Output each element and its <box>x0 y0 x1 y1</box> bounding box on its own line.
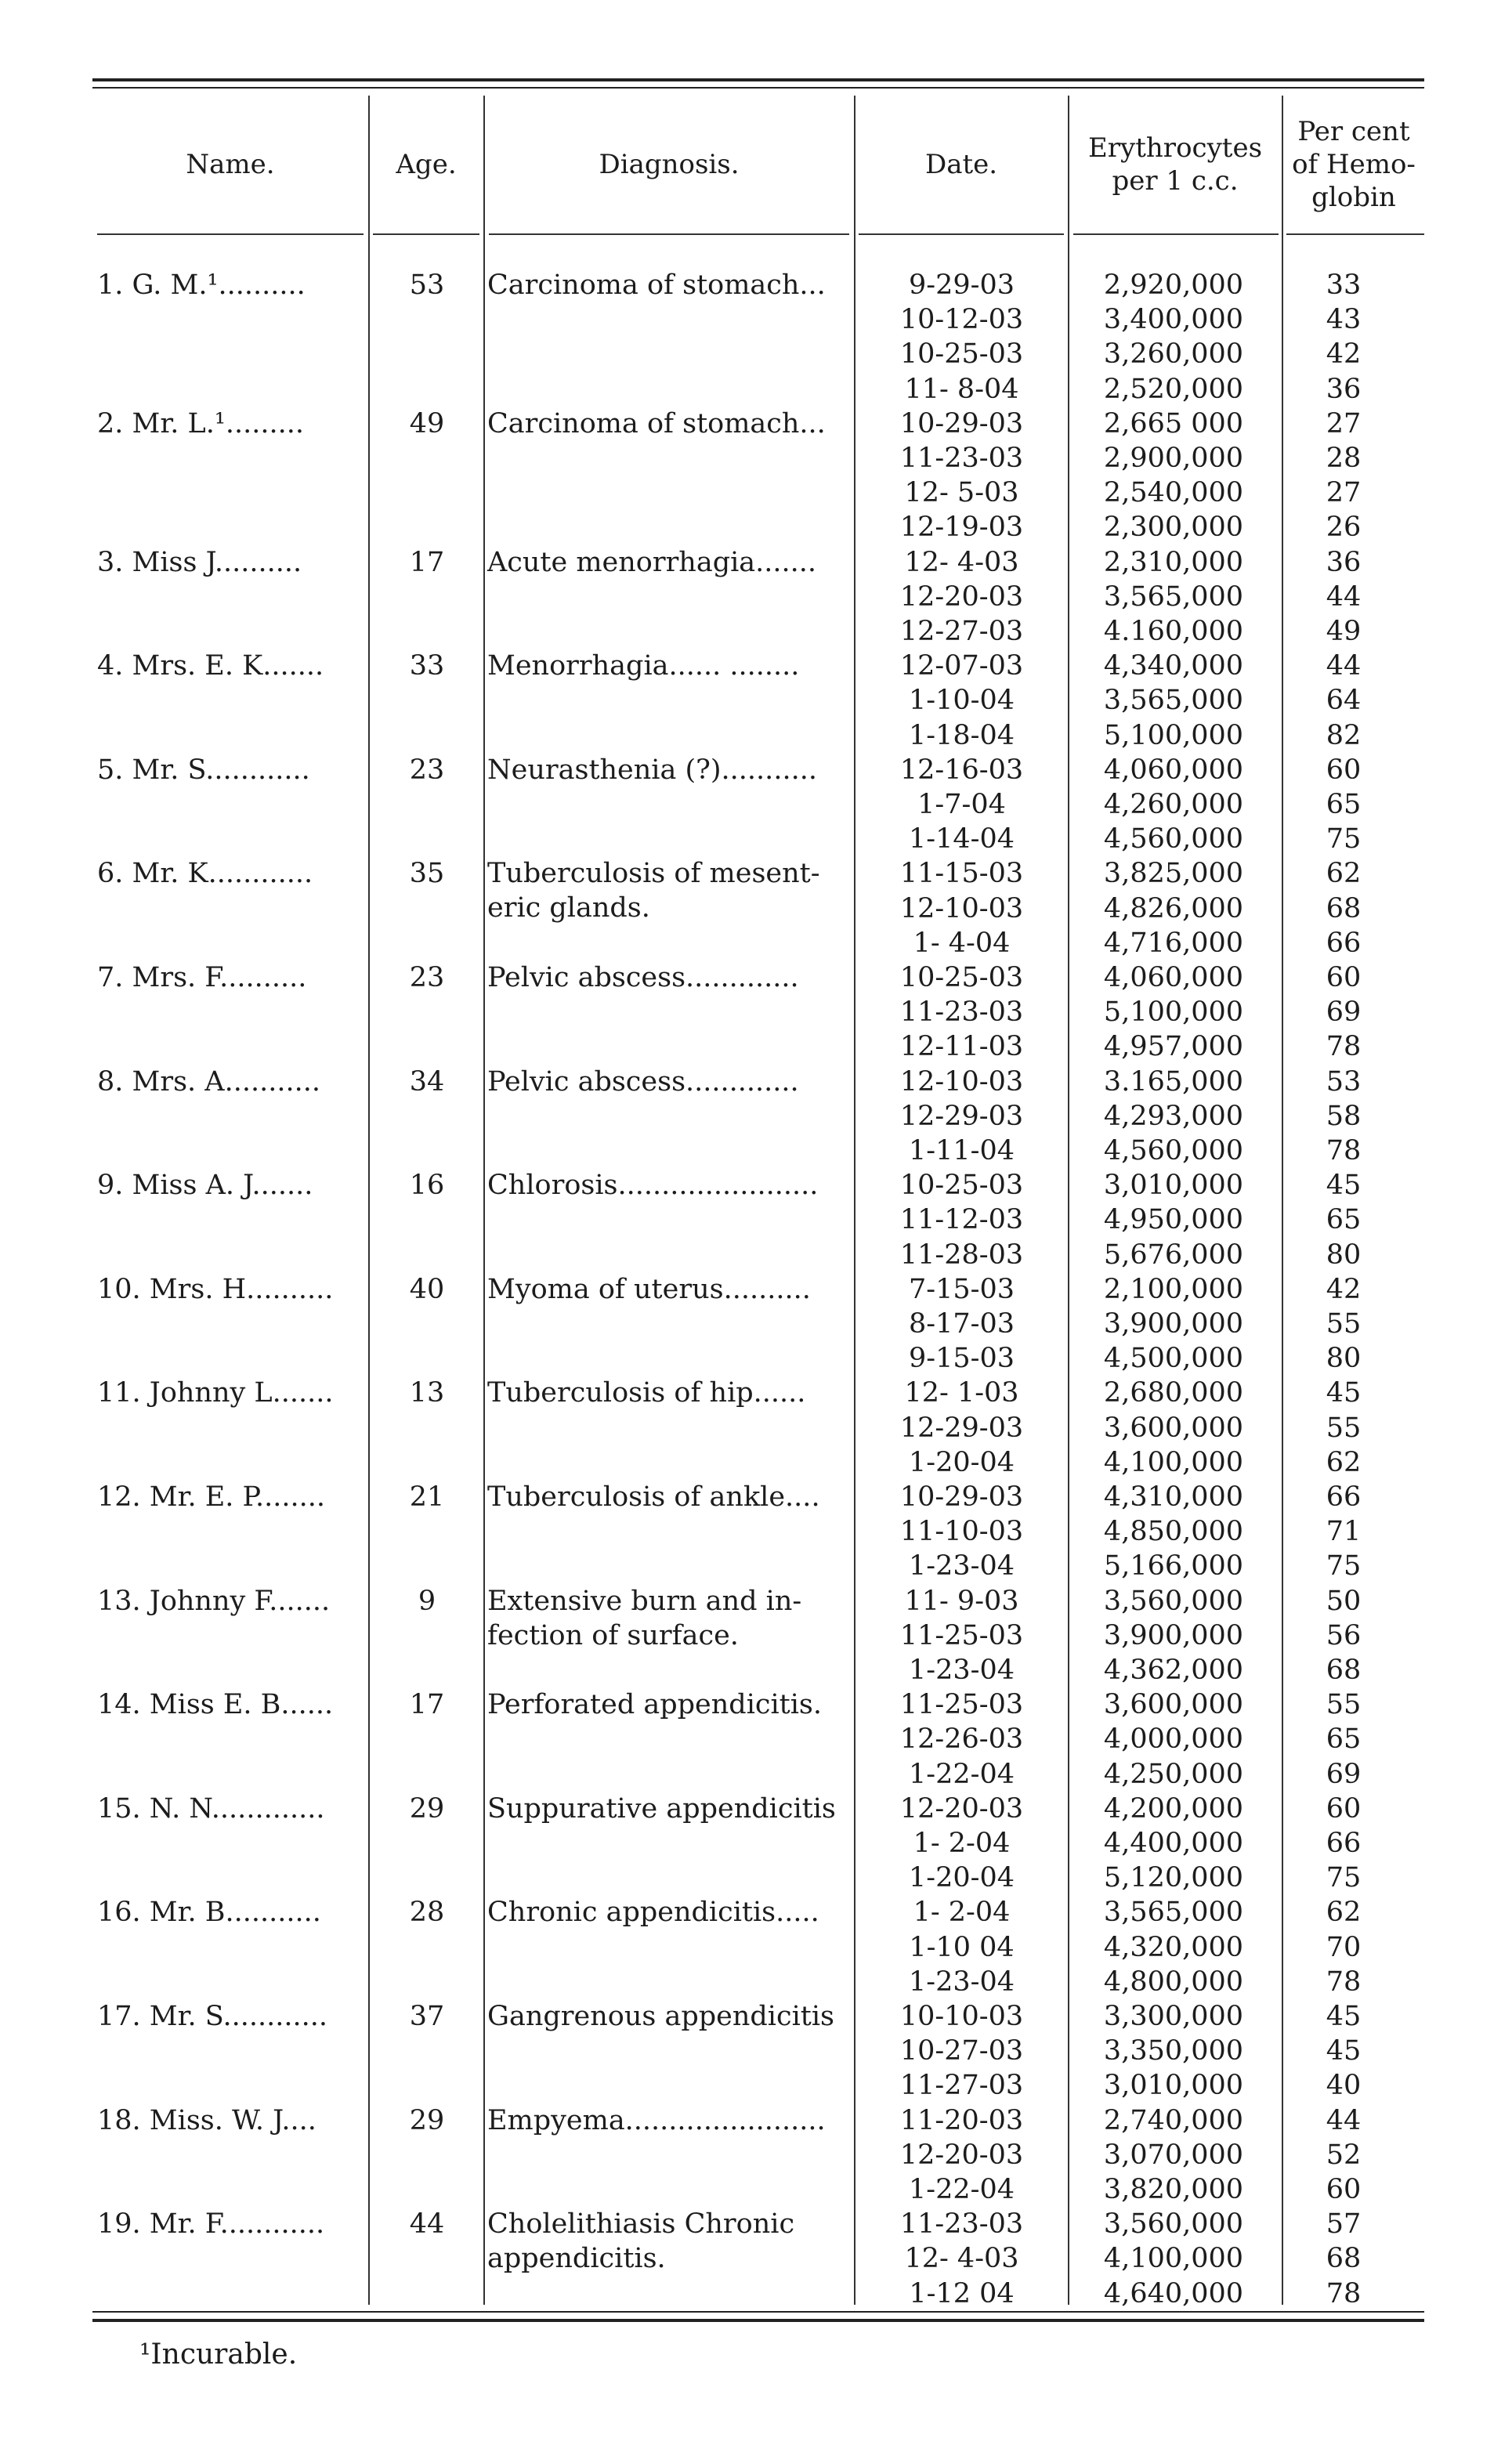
age-cell: 23 <box>409 754 445 786</box>
hemoglobin-cell: 60 <box>1326 962 1362 993</box>
erythrocytes-cell: 4,320,000 <box>1103 1931 1244 1963</box>
date-cell: 12- 4-03 <box>904 2243 1019 2275</box>
header-hemoglobin: Per cent of Hemo- globin <box>1292 116 1416 213</box>
erythrocytes-cell: 3,900,000 <box>1103 1308 1244 1340</box>
date-cell: 11-12-03 <box>899 1204 1024 1236</box>
diagnosis-cell: Carcinoma of stomach... <box>487 269 826 301</box>
date-cell: 1-14-04 <box>909 823 1015 855</box>
date-cell: 12-10-03 <box>899 1065 1024 1098</box>
erythrocytes-cell: 3,900,000 <box>1103 1619 1244 1651</box>
erythrocytes-cell: 4,560,000 <box>1103 823 1244 855</box>
diagnosis-cell: Suppurative appendicitis <box>487 1792 836 1825</box>
erythrocytes-cell: 2,300,000 <box>1103 512 1244 544</box>
date-cell: 1-18-04 <box>909 719 1015 751</box>
erythrocytes-cell: 3,010,000 <box>1103 2070 1244 2102</box>
hemoglobin-cell: 62 <box>1326 858 1362 890</box>
age-cell: 37 <box>409 2001 445 2032</box>
name-cell: 4. Mrs. E. K....... <box>97 650 324 682</box>
hemoglobin-cell: 64 <box>1326 685 1362 717</box>
date-cell: 11-23-03 <box>899 996 1024 1029</box>
name-cell: 17. Mr. S............ <box>97 2001 327 2032</box>
erythrocytes-cell: 4,200,000 <box>1103 1792 1244 1825</box>
hemoglobin-cell: 65 <box>1326 1723 1362 1756</box>
diagnosis-cell: Tuberculosis of hip...... <box>487 1377 806 1409</box>
date-cell: 10-25-03 <box>899 1170 1024 1202</box>
diagnosis-cell: Carcinoma of stomach... <box>487 407 826 439</box>
hemoglobin-cell: 44 <box>1326 2104 1362 2136</box>
erythrocytes-cell: 3,400,000 <box>1103 304 1244 336</box>
hemoglobin-cell: 53 <box>1326 1065 1362 1098</box>
erythrocytes-cell: 5,166,000 <box>1103 1550 1244 1582</box>
hemoglobin-cell: 65 <box>1326 789 1362 820</box>
diagnosis-cell: Extensive burn and in- fection of surface. <box>487 1585 802 1651</box>
diagnosis-cell: Cholelithiasis Chronic appendicitis. <box>487 2208 795 2275</box>
footnote: ¹Incurable. <box>139 2338 298 2371</box>
hemoglobin-cell: 66 <box>1326 1828 1362 1859</box>
hemoglobin-cell: 45 <box>1326 1377 1362 1409</box>
hemoglobin-cell: 55 <box>1326 1308 1362 1340</box>
erythrocytes-cell: 4,560,000 <box>1103 1135 1244 1166</box>
hemoglobin-cell: 66 <box>1326 927 1362 959</box>
diagnosis-cell: Myoma of uterus.......... <box>487 1273 811 1305</box>
erythrocytes-cell: 2,100,000 <box>1103 1273 1244 1305</box>
erythrocytes-cell: 4,826,000 <box>1103 892 1244 924</box>
hemoglobin-cell: 55 <box>1326 1412 1362 1444</box>
date-cell: 11-28-03 <box>899 1239 1024 1271</box>
erythrocytes-cell: 5,676,000 <box>1103 1239 1244 1271</box>
hemoglobin-cell: 75 <box>1326 1862 1362 1894</box>
name-cell: 9. Miss A. J....... <box>97 1170 313 1202</box>
erythrocytes-cell: 4,950,000 <box>1103 1204 1244 1236</box>
date-cell: 12-07-03 <box>899 650 1024 682</box>
date-cell: 10-25-03 <box>899 338 1024 371</box>
date-cell: 11- 9-03 <box>904 1585 1019 1617</box>
age-cell: 29 <box>409 1792 445 1825</box>
date-cell: 11-27-03 <box>899 2070 1024 2102</box>
header-date: Date. <box>924 149 998 180</box>
date-cell: 1-12 04 <box>909 2277 1015 2309</box>
date-cell: 12-20-03 <box>899 580 1024 613</box>
hemoglobin-cell: 27 <box>1326 407 1362 439</box>
erythrocytes-cell: 4,293,000 <box>1103 1100 1244 1132</box>
erythrocytes-cell: 5,100,000 <box>1103 996 1244 1029</box>
hemoglobin-cell: 69 <box>1326 996 1362 1029</box>
name-cell: 16. Mr. B........... <box>97 1897 321 1929</box>
age-cell: 40 <box>409 1273 445 1305</box>
erythrocytes-cell: 2,920,000 <box>1103 269 1244 301</box>
diagnosis-cell: Chlorosis....................... <box>487 1170 819 1202</box>
header-diagnosis: Diagnosis. <box>599 149 740 180</box>
date-cell: 12-11-03 <box>899 1031 1024 1063</box>
date-cell: 12-20-03 <box>899 1792 1024 1825</box>
erythrocytes-cell: 4.160,000 <box>1103 616 1244 647</box>
hemoglobin-cell: 68 <box>1326 2243 1362 2275</box>
date-cell: 12-10-03 <box>899 892 1024 924</box>
hemoglobin-cell: 52 <box>1326 2139 1362 2171</box>
age-cell: 21 <box>409 1481 445 1513</box>
erythrocytes-cell: 4,060,000 <box>1103 962 1244 993</box>
name-cell: 6. Mr. K............ <box>97 858 313 890</box>
name-cell: 11. Johnny L....... <box>97 1377 334 1409</box>
date-cell: 11-25-03 <box>899 1619 1024 1651</box>
hemoglobin-cell: 71 <box>1326 1516 1362 1548</box>
hemoglobin-cell: 43 <box>1326 304 1362 336</box>
age-cell: 29 <box>409 2104 445 2136</box>
hemoglobin-cell: 68 <box>1326 892 1362 924</box>
age-cell: 17 <box>409 546 445 578</box>
age-cell: 49 <box>409 407 445 439</box>
hemoglobin-cell: 56 <box>1326 1619 1362 1651</box>
hemoglobin-cell: 36 <box>1326 373 1362 405</box>
hemoglobin-cell: 75 <box>1326 823 1362 855</box>
date-cell: 1-23-04 <box>909 1550 1015 1582</box>
header-age: Age. <box>396 149 457 180</box>
erythrocytes-cell: 4,000,000 <box>1103 1723 1244 1756</box>
erythrocytes-cell: 4,250,000 <box>1103 1758 1244 1790</box>
diagnosis-cell: Chronic appendicitis..... <box>487 1897 819 1929</box>
hemoglobin-cell: 45 <box>1326 2035 1362 2067</box>
date-cell: 11-20-03 <box>899 2104 1024 2136</box>
date-cell: 1-20-04 <box>909 1862 1015 1894</box>
name-cell: 18. Miss. W. J.... <box>97 2104 317 2136</box>
name-cell: 7. Mrs. F.......... <box>97 962 307 993</box>
date-cell: 9-29-03 <box>909 269 1015 301</box>
date-cell: 12- 1-03 <box>904 1377 1019 1409</box>
erythrocytes-cell: 3,565,000 <box>1103 685 1244 717</box>
name-cell: 1. G. M.¹.......... <box>97 269 306 301</box>
erythrocytes-cell: 2,900,000 <box>1103 443 1244 474</box>
erythrocytes-cell: 4,310,000 <box>1103 1481 1244 1513</box>
hemoglobin-cell: 60 <box>1326 754 1362 786</box>
erythrocytes-cell: 3,350,000 <box>1103 2035 1244 2067</box>
hemoglobin-cell: 42 <box>1326 1273 1362 1305</box>
diagnosis-cell: Tuberculosis of ankle.... <box>487 1481 820 1513</box>
age-cell: 34 <box>409 1065 445 1098</box>
hemoglobin-cell: 78 <box>1326 1966 1362 1998</box>
age-cell: 33 <box>409 650 445 682</box>
age-cell: 28 <box>409 1897 445 1929</box>
hemoglobin-cell: 65 <box>1326 1204 1362 1236</box>
date-cell: 9-15-03 <box>909 1343 1015 1375</box>
date-cell: 1-23-04 <box>909 1966 1015 1998</box>
hemoglobin-cell: 57 <box>1326 2208 1362 2241</box>
date-cell: 12-16-03 <box>899 754 1024 786</box>
date-cell: 10-12-03 <box>899 304 1024 336</box>
date-cell: 12- 5-03 <box>904 477 1019 509</box>
name-cell: 8. Mrs. A........... <box>97 1065 320 1098</box>
header-erythrocytes: Erythrocytes per 1 c.c. <box>1087 132 1263 197</box>
diagnosis-cell: Neurasthenia (?)........... <box>487 754 817 786</box>
date-cell: 12-26-03 <box>899 1723 1024 1756</box>
name-cell: 12. Mr. E. P........ <box>97 1481 326 1513</box>
erythrocytes-cell: 4,716,000 <box>1103 927 1244 959</box>
hemoglobin-cell: 60 <box>1326 2174 1362 2205</box>
age-cell: 35 <box>409 858 445 890</box>
erythrocytes-cell: 3,600,000 <box>1103 1689 1244 1721</box>
date-cell: 7-15-03 <box>909 1273 1015 1305</box>
erythrocytes-cell: 4,800,000 <box>1103 1966 1244 1998</box>
erythrocytes-cell: 3,560,000 <box>1103 1585 1244 1617</box>
date-cell: 10-29-03 <box>899 1481 1024 1513</box>
age-cell: 17 <box>409 1689 445 1721</box>
hemoglobin-cell: 58 <box>1326 1100 1362 1132</box>
name-cell: 5. Mr. S............ <box>97 754 310 786</box>
date-cell: 1-7-04 <box>917 789 1006 820</box>
hemoglobin-cell: 36 <box>1326 546 1362 578</box>
hemoglobin-cell: 44 <box>1326 580 1362 613</box>
date-cell: 1-10-04 <box>909 685 1015 717</box>
age-cell: 23 <box>409 962 445 993</box>
age-cell: 53 <box>409 269 445 301</box>
date-cell: 10-27-03 <box>899 2035 1024 2067</box>
erythrocytes-cell: 4,060,000 <box>1103 754 1244 786</box>
erythrocytes-cell: 4,957,000 <box>1103 1031 1244 1063</box>
date-cell: 8-17-03 <box>909 1308 1015 1340</box>
erythrocytes-cell: 4,400,000 <box>1103 1828 1244 1859</box>
date-cell: 1-10 04 <box>909 1931 1015 1963</box>
date-cell: 1-22-04 <box>909 2174 1015 2205</box>
erythrocytes-cell: 4,850,000 <box>1103 1516 1244 1548</box>
diagnosis-cell: Menorrhagia...... ........ <box>487 650 800 682</box>
date-cell: 11-10-03 <box>899 1516 1024 1548</box>
diagnosis-cell: Pelvic abscess............. <box>487 962 799 993</box>
hemoglobin-cell: 26 <box>1326 512 1362 544</box>
erythrocytes-cell: 4,500,000 <box>1103 1343 1244 1375</box>
erythrocytes-cell: 3,070,000 <box>1103 2139 1244 2171</box>
hemoglobin-cell: 60 <box>1326 1792 1362 1825</box>
name-cell: 19. Mr. F............ <box>97 2208 325 2241</box>
name-cell: 3. Miss J.......... <box>97 546 302 578</box>
hemoglobin-cell: 69 <box>1326 1758 1362 1790</box>
erythrocytes-cell: 2,540,000 <box>1103 477 1244 509</box>
date-cell: 12-29-03 <box>899 1100 1024 1132</box>
hemoglobin-cell: 42 <box>1326 338 1362 371</box>
hemoglobin-cell: 50 <box>1326 1585 1362 1617</box>
date-cell: 11-15-03 <box>899 858 1024 890</box>
erythrocytes-cell: 3,300,000 <box>1103 2001 1244 2032</box>
erythrocytes-cell: 5,100,000 <box>1103 719 1244 751</box>
name-cell: 13. Johnny F....... <box>97 1585 331 1617</box>
erythrocytes-cell: 2,680,000 <box>1103 1377 1244 1409</box>
hemoglobin-cell: 62 <box>1326 1446 1362 1478</box>
hemoglobin-cell: 28 <box>1326 443 1362 474</box>
bottom-rule-thin <box>92 2311 1424 2313</box>
diagnosis-cell: Acute menorrhagia....... <box>487 546 817 578</box>
hemoglobin-cell: 45 <box>1326 1170 1362 1202</box>
date-cell: 11-23-03 <box>899 443 1024 474</box>
age-cell: 44 <box>409 2208 445 2241</box>
age-cell: 16 <box>409 1170 445 1202</box>
hemoglobin-cell: 55 <box>1326 1689 1362 1721</box>
hemoglobin-cell: 80 <box>1326 1239 1362 1271</box>
erythrocytes-cell: 3,565,000 <box>1103 580 1244 613</box>
erythrocytes-cell: 3.165,000 <box>1103 1065 1244 1098</box>
erythrocytes-cell: 4,260,000 <box>1103 789 1244 820</box>
date-cell: 1- 2-04 <box>913 1828 1011 1859</box>
erythrocytes-cell: 4,100,000 <box>1103 1446 1244 1478</box>
date-cell: 10-25-03 <box>899 962 1024 993</box>
age-cell: 9 <box>418 1585 436 1617</box>
name-cell: 15. N. N............. <box>97 1792 325 1825</box>
date-cell: 12- 4-03 <box>904 546 1019 578</box>
hemoglobin-cell: 44 <box>1326 650 1362 682</box>
erythrocytes-cell: 4,100,000 <box>1103 2243 1244 2275</box>
erythrocytes-cell: 3,565,000 <box>1103 1897 1244 1929</box>
date-cell: 1-23-04 <box>909 1655 1015 1686</box>
erythrocytes-cell: 4,340,000 <box>1103 650 1244 682</box>
hemoglobin-cell: 49 <box>1326 616 1362 647</box>
bottom-rule-thick <box>92 2319 1424 2322</box>
date-cell: 12-19-03 <box>899 512 1024 544</box>
erythrocytes-cell: 3,010,000 <box>1103 1170 1244 1202</box>
erythrocytes-cell: 3,825,000 <box>1103 858 1244 890</box>
hemoglobin-cell: 78 <box>1326 1031 1362 1063</box>
hemoglobin-cell: 66 <box>1326 1481 1362 1513</box>
name-cell: 2. Mr. L.¹......... <box>97 407 305 439</box>
hemoglobin-cell: 27 <box>1326 477 1362 509</box>
date-cell: 12-27-03 <box>899 616 1024 647</box>
name-cell: 10. Mrs. H.......... <box>97 1273 334 1305</box>
hemoglobin-cell: 78 <box>1326 1135 1362 1166</box>
diagnosis-cell: Pelvic abscess............. <box>487 1065 799 1098</box>
hemoglobin-cell: 40 <box>1326 2070 1362 2102</box>
date-cell: 1-11-04 <box>909 1135 1015 1166</box>
date-cell: 11-25-03 <box>899 1689 1024 1721</box>
hemoglobin-cell: 70 <box>1326 1931 1362 1963</box>
erythrocytes-cell: 3,260,000 <box>1103 338 1244 371</box>
diagnosis-cell: Gangrenous appendicitis <box>487 2001 835 2032</box>
erythrocytes-cell: 3,560,000 <box>1103 2208 1244 2241</box>
date-cell: 10-29-03 <box>899 407 1024 439</box>
hemoglobin-cell: 68 <box>1326 1655 1362 1686</box>
hemoglobin-cell: 75 <box>1326 1550 1362 1582</box>
erythrocytes-cell: 2,520,000 <box>1103 373 1244 405</box>
erythrocytes-cell: 3,600,000 <box>1103 1412 1244 1444</box>
date-cell: 12-20-03 <box>899 2139 1024 2171</box>
hemoglobin-cell: 78 <box>1326 2277 1362 2309</box>
date-cell: 1- 4-04 <box>913 927 1011 959</box>
hemoglobin-cell: 62 <box>1326 1897 1362 1929</box>
diagnosis-cell: Tuberculosis of mesent- eric glands. <box>487 858 820 924</box>
erythrocytes-cell: 2,310,000 <box>1103 546 1244 578</box>
erythrocytes-cell: 2,740,000 <box>1103 2104 1244 2136</box>
date-cell: 1- 2-04 <box>913 1897 1011 1929</box>
age-cell: 13 <box>409 1377 445 1409</box>
hemoglobin-cell: 82 <box>1326 719 1362 751</box>
diagnosis-cell: Perforated appendicitis. <box>487 1689 823 1721</box>
date-cell: 11-23-03 <box>899 2208 1024 2241</box>
diagnosis-cell: Empyema....................... <box>487 2104 826 2136</box>
date-cell: 11- 8-04 <box>904 373 1019 405</box>
erythrocytes-cell: 4,362,000 <box>1103 1655 1244 1686</box>
hemoglobin-cell: 80 <box>1326 1343 1362 1375</box>
hemoglobin-cell: 33 <box>1326 269 1362 301</box>
date-cell: 1-20-04 <box>909 1446 1015 1478</box>
date-cell: 10-10-03 <box>899 2001 1024 2032</box>
erythrocytes-cell: 2,665 000 <box>1103 407 1244 439</box>
name-cell: 14. Miss E. B...... <box>97 1689 334 1721</box>
erythrocytes-cell: 3,820,000 <box>1103 2174 1244 2205</box>
hemoglobin-cell: 45 <box>1326 2001 1362 2032</box>
erythrocytes-cell: 4,640,000 <box>1103 2277 1244 2309</box>
erythrocytes-cell: 5,120,000 <box>1103 1862 1244 1894</box>
header-name: Name. <box>186 149 275 180</box>
date-cell: 1-22-04 <box>909 1758 1015 1790</box>
date-cell: 12-29-03 <box>899 1412 1024 1444</box>
